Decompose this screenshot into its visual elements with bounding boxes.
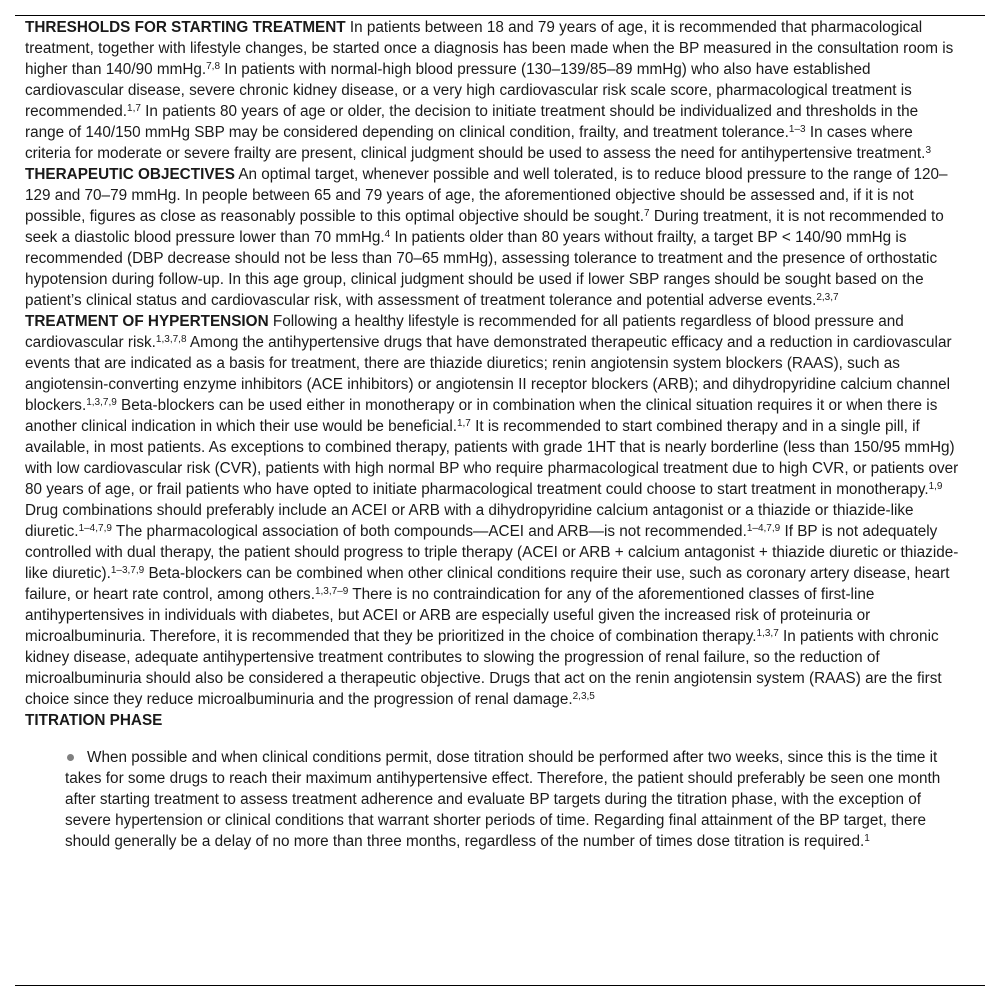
bottom-rule bbox=[15, 985, 985, 986]
citation-ref: 1,3,7,9 bbox=[86, 397, 117, 408]
citation-ref: 1,7 bbox=[127, 103, 141, 114]
citation-ref: 1,3,7 bbox=[756, 628, 779, 639]
body-text: The pharmacological association of both compounds—ACEI and ARB—is not recommended. bbox=[111, 523, 747, 540]
citation-ref: 1–3 bbox=[788, 124, 806, 135]
citation-ref: 1 bbox=[864, 833, 870, 844]
top-rule bbox=[15, 15, 985, 16]
body-text: In patients with chronic kidney disease, adequate antihypertensive treatment contributes to slowing the progression of renal failure, so the reduction of microalbuminuria should also be considered a therapeutic objective. Drugs that act on the renin angiotensin system (RAAS) are the first choice since they reduce microalbuminuria and the progression of renal damage. bbox=[25, 628, 942, 708]
titration-bullet-item bbox=[65, 747, 955, 852]
citation-ref: 1,3,7,8 bbox=[155, 334, 187, 345]
titration-list bbox=[25, 747, 960, 852]
body-text: An optimal target, whenever possible and well tolerated, is to reduce blood pressure to the range of 120–129 and 70–79 mmHg. In people between 65 and 79 years of age, the aforementioned objective should be assessed and, if it is not possible, figures as close as reasonably possible to this optimal objective should be sought. bbox=[25, 166, 948, 225]
document-body bbox=[25, 17, 960, 852]
body-text: In patients with normal-high blood pressure (130–139/85–89 mmHg) who also have established cardiovascular disease, severe chronic kidney disease, or a very high cardiovascular risk scale score, pharmacological treatment is recommended. bbox=[25, 61, 912, 120]
citation-ref: 1,3,7–9 bbox=[314, 586, 349, 597]
citation-ref: 3 bbox=[925, 145, 931, 156]
body-text: There is no contraindication for any of the aforementioned classes of first-line antihypertensives in individuals with diabetes, but ACEI or ARB are especially useful given the increased risk of proteinuria or microalbuminuria. Therefore, it is recommended that they be prioritized in the choice of combination therapy. bbox=[25, 586, 875, 645]
body-text: Beta-blockers can be combined when other clinical conditions require their use, such as coronary artery disease, heart failure, or heart rate control, among others. bbox=[25, 565, 950, 603]
citation-ref: 7 bbox=[644, 208, 650, 219]
body-text: Beta-blockers can be used either in monotherapy or in combination when the clinical situation requires it or when there is another clinical indication in which their use would be beneficial. bbox=[25, 397, 938, 435]
body-text: In patients older than 80 years without frailty, a target BP < 140/90 mmHg is recommended (DBP decrease should not be less than 70–65 mmHg), assessing tolerance to treatment and the presence of orthostatic hypotension during follow-up. In this age group, clinical judgment should be used if lower SBP ranges should be sought based on the patient’s clinical status and cardiovascular risk, with assessment of treatment tolerance and potential adverse events. bbox=[25, 229, 938, 309]
body-text: If BP is not adequately controlled with dual therapy, the patient should progress to triple therapy (ACEI or ARB + calcium antagonist + thiazide diuretic or thiazide-like diuretic). bbox=[25, 523, 959, 582]
body-text: During treatment, it is not recommended to seek a diastolic blood pressure lower than 70 mmHg. bbox=[25, 208, 944, 246]
body-text: In patients between 18 and 79 years of age, it is recommended that pharmacological treatment, together with lifestyle changes, be started once a diagnosis has been made when the BP measured in the consultation room is higher than 140/90 mmHg. bbox=[25, 19, 954, 78]
citation-ref: 1,7 bbox=[456, 418, 471, 429]
citation-ref: 1–4,7,9 bbox=[78, 523, 112, 534]
citation-ref: 1–4,7,9 bbox=[746, 523, 781, 534]
titration-bullet-text: When possible and when clinical conditions permit, dose titration should be performed after two weeks, since this is the time it takes for some drugs to reach their maximum antihypertensive effect. Therefore, the patient should preferably be seen one month after starting treatment to assess treatment adherence and evaluate BP targets during the titration phase, with the exception of severe hypertension or clinical conditions that warrant shorter periods of time. Regarding final attainment of the BP target, there should generally be a delay of no more than three months, regardless of the number of times dose titration is required. bbox=[65, 749, 941, 850]
body-text: Among the antihypertensive drugs that have demonstrated therapeutic efficacy and a reduction in cardiovascular events that are indicated as a basis for treatment, there are thiazide diuretics; renin angiotensin system blockers (RAAS), such as angiotensin-converting enzyme inhibitors (ACE inhibitors) or angiotensin II receptor blockers (ARB); and dihydropyridine calcium channel blockers. bbox=[25, 334, 952, 414]
body-text: In patients 80 years of age or older, the decision to initiate treatment should be individualized and thresholds in the range of 140/150 mmHg SBP may be considered depending on clinical condition, frailty, and treatment tolerance. bbox=[25, 103, 919, 141]
body-text: Following a healthy lifestyle is recommended for all patients regardless of blood pressure and cardiovascular risk. bbox=[25, 313, 904, 351]
section-treatment-of-hypertension bbox=[25, 311, 960, 710]
citation-ref: 1–3,7,9 bbox=[110, 565, 145, 576]
citation-ref: 1,9 bbox=[928, 481, 943, 492]
citation-ref: 4 bbox=[384, 229, 391, 240]
body-text: In cases where criteria for moderate or severe frailty are present, clinical judgment should be used to assess the need for antihypertensive treatment. bbox=[25, 124, 926, 162]
citation-ref: 2,3,7 bbox=[816, 292, 839, 303]
body-text: It is recommended to start combined therapy and in a single pill, if available, in most patients. As exceptions to combined therapy, patients with grade 1HT that is nearly borderline (less than 150/95 mmHg) with low cardiovascular risk (CVR), patients with high normal BP who require pharmacological treatment due to high CVR, or patients over 80 years of age, or frail patients who have opted to initiate pharmacological treatment could choose to start treatment in monotherapy. bbox=[25, 418, 959, 498]
section-heading: TREATMENT OF HYPERTENSION bbox=[25, 313, 269, 330]
section-thresholds bbox=[25, 17, 960, 164]
body-text: Drug combinations should preferably include an ACEI or ARB with a dihydropyridine calcium antagonist or a thiazide or thiazide-like diuretic. bbox=[25, 502, 914, 540]
section-therapeutic-objectives bbox=[25, 164, 960, 311]
titration-phase-heading: TITRATION PHASE bbox=[25, 712, 163, 729]
section-heading: THERAPEUTIC OBJECTIVES bbox=[25, 166, 235, 183]
citation-ref: 7,8 bbox=[206, 61, 221, 72]
citation-ref: 2,3,5 bbox=[572, 691, 595, 702]
bullet-icon bbox=[67, 754, 74, 761]
section-heading: THRESHOLDS FOR STARTING TREATMENT bbox=[25, 19, 346, 36]
